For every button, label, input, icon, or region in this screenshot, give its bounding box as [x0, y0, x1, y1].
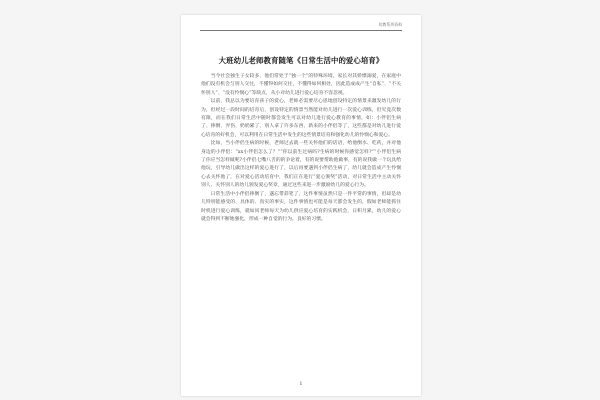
page-header: 幼教系列资料	[378, 22, 402, 27]
document-title: 大班幼儿老师教育随笔《日常生活中的爱心培育》	[218, 56, 384, 65]
page-number: 1	[299, 382, 303, 387]
body-paragraph: 以前，我总以为要培育孩子的爱心，老师必需要尽心思地创设特定的情景来激发幼儿的行为，但经过一段时间的培育后，创设特定的情景当然能对幼儿进行一次爱心训练，但究竟次数有限，而在我们日常生活中随时都会发生可以对幼儿进行爱心教育的事情，如：小伴侣生病了、摔倒、弄伤、奶奶累了、别人拿了许多东西、新来的小伴侣等了，这些都是对幼儿进行爱心培育的好机会，可以利用在日常生活中发生的这些情景培育和强化幼儿的怜悯心和爱心。	[201, 99, 401, 138]
body-paragraph: 比如，当小伴侣生病的时候，老师过去就一些关怀他们的话语，给他倒水、吃药，并对他身边的小伴侣：“xx小伴侣怎么了？”“你以前生过病吗?生病的时候你感觉怎样?”“小伴侣生病了你应当怎样做呢?小伴侣七嘴八舌的的争论着，有的说要帮助他做事，有的说我做一个玩具给他玩，引导幼儿做出这样的爱心进行了，以后再要遇到小伴侣生病了，幼儿就会造成产生怜悯心去关怀他了，在对爱心活动培育中，我们正在进行“爱心颁奖”活动，对日常生活中主动关怀别人、关怀别人的幼儿颁发爱心奖章，通过这些来进一步激励幼儿的爱心行为。	[201, 141, 401, 189]
body-paragraph: 日常生活中小伴侣摔倒了，遇忘带彩笔了，这件事情虽然只是一件平常的事情，但却是幼儿特别能感受的、具体的、真实的事实，这件事情也可能是每天都会发生的，假如老师能抓住时机进行爱心训练，就如同老师每天为幼儿供应爱心培育的实践机会，日积月累，幼儿的爱心就会得到不断地强化，形成一种自觉的行为，良好的习惯。	[201, 191, 401, 222]
header-divider	[200, 30, 402, 31]
document-page	[181, 15, 421, 396]
document-body	[201, 73, 401, 224]
body-paragraph: 当今社会独生子女较多，他们常处于“独一个”的特殊环境，家长对其娇惯溺爱，在家庭中他们没有机会与别人交往，不懂得如何交往，不懂得如何相处，因此造成成产生“自私”、“不关怀别人”、“没有怜悯心”等缺点，从小对幼儿进行爱心培育不容忽视。	[201, 74, 401, 96]
